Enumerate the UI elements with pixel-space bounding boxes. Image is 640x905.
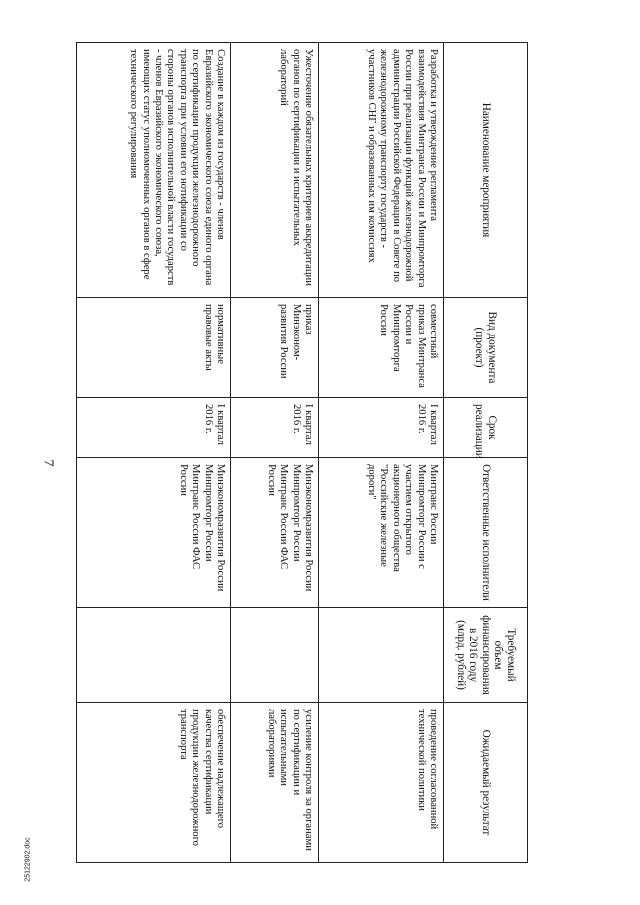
cell-result: усиление контроля за органами по сертификации и испытательными лабораториями (231, 703, 319, 863)
document-id: 25122902.doc (24, 837, 32, 882)
cell-doc-type: приказ Минэконом-развития России (231, 298, 319, 398)
cell-result: обеспечение надлежащего качества сертификации продукции железнодорожного транспорта (77, 703, 231, 863)
cell-funding (319, 608, 444, 703)
cell-executors: Минэкономразвития России Минпромторг России Минтранс России ФАС России (231, 458, 319, 608)
table-row (231, 43, 319, 863)
header-result: Ожидаемый результат (444, 703, 528, 863)
header-deadline: Срок реализации (444, 398, 528, 458)
table-header-row (444, 43, 528, 863)
cell-deadline: I квартал 2016 г. (231, 398, 319, 458)
measures-table (76, 42, 528, 863)
header-measure: Наименование мероприятия (444, 43, 528, 298)
cell-measure: Создание в каждом из государств - членов Евразийского экономического союза единого органа по сертификации продукции железнодорожного транспорта при условии его нотификации со стороны органов исполнительной власти государств - членов Евразийского экономического союза, имеющих статус уполномоченных органов в сфере технического регулирования (77, 43, 231, 298)
cell-executors: Минтранс России Минпромторг России с участием открытого акционерного общества "Российские железные дороги" (319, 458, 444, 608)
rotated-table-wrapper (76, 42, 528, 862)
header-doc-type: Вид документа (проект) (444, 298, 528, 398)
table-row (319, 43, 444, 863)
cell-deadline: I квартал 2016 г. (77, 398, 231, 458)
page-number: 7 (40, 459, 56, 467)
header-funding: Требуемый объем финансирования в 2016 году (млрд. рублей) (444, 608, 528, 703)
header-executors: Ответственные исполнители (444, 458, 528, 608)
cell-measure: Ужесточение обязательных критериев аккредитации органов по сертификации и испытательных лабораторий (231, 43, 319, 298)
cell-doc-type: нормативные правовые акты (77, 298, 231, 398)
cell-executors: Минэкономразвития России Минпромторг России Минтранс России ФАС России (77, 458, 231, 608)
cell-doc-type: совместный приказ Минтранса России и Минпромторга России (319, 298, 444, 398)
cell-funding (231, 608, 319, 703)
cell-funding (77, 608, 231, 703)
cell-measure: Разработка и утверждение регламента взаимодействия Минтранса России и Минпромторга России при реализации функций железнодорожной администрации Российской Федерации в Совете по железнодорожному транспорту государств - участников СНГ и образованных им комиссиях (319, 43, 444, 298)
cell-deadline: I квартал 2016 г. (319, 398, 444, 458)
table-row (77, 43, 231, 863)
cell-result: проведение согласованной технической политики (319, 703, 444, 863)
